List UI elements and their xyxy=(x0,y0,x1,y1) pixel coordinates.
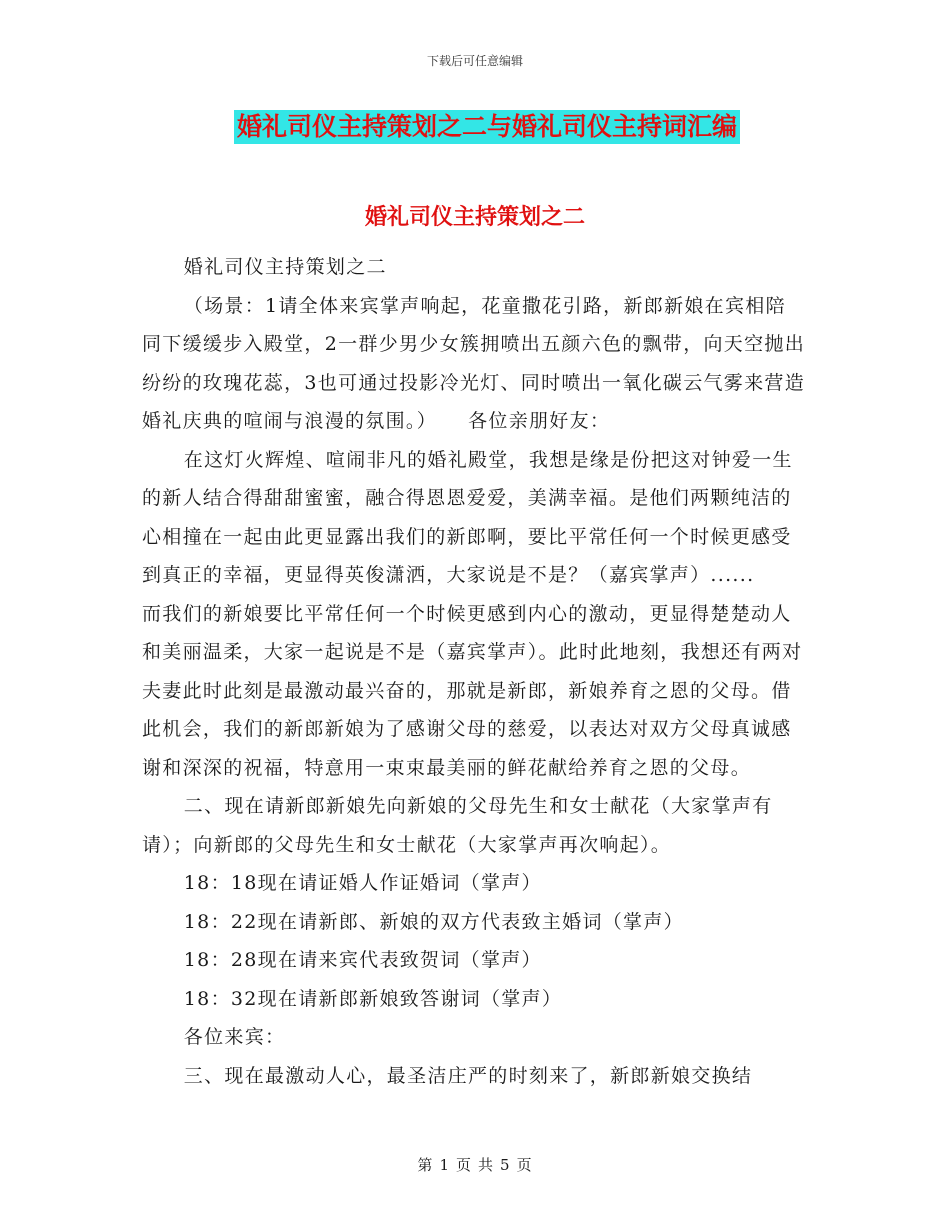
total-page-number: 5 xyxy=(500,1156,511,1174)
schedule-item: 18：28现在请来宾代表致贺词（掌声） xyxy=(183,949,542,971)
paragraph: 三、现在最激动人心，最圣洁庄严的时刻来了，新郎新娘交换结 xyxy=(183,1064,753,1087)
footer-label: 页 xyxy=(516,1156,533,1174)
schedule-item: 18：18现在请证婚人作证婚词（掌声） xyxy=(183,872,542,894)
current-page-number: 1 xyxy=(439,1156,450,1174)
schedule-item: 18：22现在请新郎、新娘的双方代表致主婚词（掌声） xyxy=(183,910,684,933)
paragraph: 二、现在请新郎新娘先向新娘的父母先生和女士献花（大家掌声有请）；向新郎的父母先生和女士献花（大家掌声再次响起）。 xyxy=(142,795,773,856)
paragraph: 各位来宾： xyxy=(183,1026,286,1048)
footer-label: 页 xyxy=(455,1156,472,1174)
header-note: 下载后可任意编辑 xyxy=(426,54,523,68)
page-footer xyxy=(0,1154,950,1175)
paragraph: 婚礼司仪主持策划之二 xyxy=(183,256,387,278)
document-title: 婚礼司仪主持策划之二与婚礼司仪主持词汇编 xyxy=(234,110,740,144)
body-text xyxy=(142,248,806,1095)
schedule-item: 18：32现在请新郎新娘致答谢词（掌声） xyxy=(183,987,563,1010)
paragraph: 在这灯火辉煌、喧闹非凡的婚礼殿堂，我想是缘是份把这对钟爱一生的新人结合得甜甜蜜蜜，融合得恩恩爱爱，美满幸福。是他们两颗纯洁的心相撞在一起由此更显露出我们的新郎啊，要比平常任何一个时候更感受到真正的幸福，更显得英俊潇洒，大家说是不是？（嘉宾掌声）...... 而我们的新娘要比平常任何一个时候更感到内心的激动，更显得楚楚动人和美丽温柔，大家一起说是不是（嘉宾掌声）。此时此地刻，我想还有两对夫妻此时此刻是最激动最兴奋的，那就是新郎，新娘养育之恩的父母。借此机会，我们的新郎新娘为了感谢父母的慈爱，以表达对双方父母真诚感谢和深深的祝福，特意用一束束最美丽的鲜花献给养育之恩的父母。 xyxy=(142,448,803,779)
paragraph: （场景：1请全体来宾掌声响起，花童撒花引路，新郎新娘在宾相陪同下缓缓步入殿堂，2一群少男少女簇拥喷出五颜六色的飘带，向天空抛出纷纷的玫瑰花蕊，3也可通过投影冷光灯、同时喷出一氧化碳云气雾来营造婚礼庆典的喧闹与浪漫的氛围。） 各位亲朋好友： xyxy=(142,294,805,432)
section-title: 婚礼司仪主持策划之二 xyxy=(364,204,585,230)
footer-label: 第 xyxy=(417,1156,434,1174)
footer-label: 共 xyxy=(478,1156,495,1174)
